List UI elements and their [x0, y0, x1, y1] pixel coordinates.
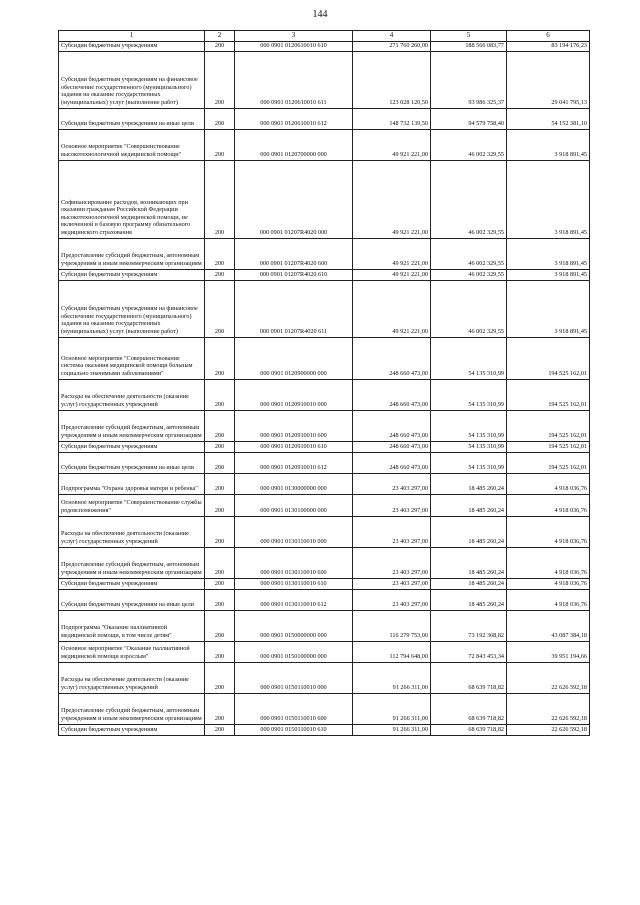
- row-code: 200: [205, 547, 235, 578]
- table-row: [59, 410, 590, 441]
- row-value-col4: 49 921 221,00: [353, 160, 431, 238]
- row-code: 200: [205, 662, 235, 693]
- table-row: [59, 269, 590, 280]
- row-value-col5: 18 485 260,24: [431, 494, 507, 516]
- row-value-col6: 3 918 891,45: [507, 160, 590, 238]
- row-kbk-code: 000 0901 0120610010 612: [235, 108, 353, 129]
- row-value-col6: 3 918 891,45: [507, 129, 590, 160]
- row-value-col6: 22 626 592,18: [507, 724, 590, 735]
- row-value-col6: 83 194 176,23: [507, 41, 590, 51]
- table-row: [59, 589, 590, 610]
- row-code: 200: [205, 41, 235, 51]
- row-value-col5: 18 485 260,24: [431, 473, 507, 494]
- row-code: 200: [205, 473, 235, 494]
- row-value-col4: 271 760 260,00: [353, 41, 431, 51]
- row-value-col4: 248 660 473,00: [353, 337, 431, 379]
- row-value-col4: 23 403 297,00: [353, 578, 431, 589]
- table-row: [59, 452, 590, 473]
- row-value-col4: 248 660 473,00: [353, 410, 431, 441]
- page-number: 144: [312, 9, 328, 20]
- row-value-col5: 68 639 718,82: [431, 662, 507, 693]
- row-name: Предоставление субсидий бюджетным, автономным учреждениям и иным некоммерческим организациям: [59, 410, 205, 441]
- column-header: 6: [507, 31, 590, 42]
- row-value-col6: 194 525 162,01: [507, 379, 590, 410]
- row-value-col6: 194 525 162,01: [507, 410, 590, 441]
- row-value-col5: 188 566 083,77: [431, 41, 507, 51]
- row-value-col4: 123 028 120,50: [353, 51, 431, 108]
- row-value-col6: 39 951 194,66: [507, 641, 590, 662]
- row-code: 200: [205, 641, 235, 662]
- row-value-col4: 23 403 297,00: [353, 473, 431, 494]
- row-name: Расходы на обеспечение деятельности (оказание услуг) государственных учреждений: [59, 516, 205, 547]
- row-value-col6: 4 918 036,76: [507, 547, 590, 578]
- row-kbk-code: 000 0901 0130110010 000: [235, 516, 353, 547]
- row-value-col4: 49 921 221,00: [353, 129, 431, 160]
- row-name: Субсидии бюджетным учреждениям на иные цели: [59, 452, 205, 473]
- table-row: [59, 441, 590, 452]
- row-code: 200: [205, 51, 235, 108]
- table-row: [59, 547, 590, 578]
- row-code: 200: [205, 129, 235, 160]
- row-value-col4: 91 266 311,00: [353, 662, 431, 693]
- row-kbk-code: 000 0901 0130110010 610: [235, 578, 353, 589]
- row-code: 200: [205, 337, 235, 379]
- row-kbk-code: 000 0901 01207R4020 610: [235, 269, 353, 280]
- row-code: 200: [205, 610, 235, 641]
- table-row: [59, 51, 590, 108]
- row-value-col5: 93 986 325,37: [431, 51, 507, 108]
- column-header: 5: [431, 31, 507, 42]
- row-kbk-code: 000 0901 0130110010 600: [235, 547, 353, 578]
- table-row: [59, 337, 590, 379]
- row-value-col6: 194 525 162,01: [507, 337, 590, 379]
- row-value-col5: 54 135 310,99: [431, 441, 507, 452]
- row-value-col4: 91 266 311,00: [353, 693, 431, 724]
- row-name: Субсидии бюджетным учреждениям на иные цели: [59, 589, 205, 610]
- row-code: 200: [205, 108, 235, 129]
- table-row: [59, 610, 590, 641]
- row-kbk-code: 000 0901 0150100000 000: [235, 641, 353, 662]
- column-header: 4: [353, 31, 431, 42]
- row-value-col6: 29 041 795,13: [507, 51, 590, 108]
- table-row: [59, 280, 590, 337]
- row-kbk-code: 000 0901 0120910010 610: [235, 441, 353, 452]
- row-value-col4: 248 660 473,00: [353, 452, 431, 473]
- budget-table: [58, 30, 590, 736]
- row-value-col5: 46 002 329,55: [431, 129, 507, 160]
- column-header: 1: [59, 31, 205, 42]
- row-value-col6: 4 918 036,76: [507, 473, 590, 494]
- row-value-col4: 49 921 221,00: [353, 238, 431, 269]
- row-value-col4: 148 732 139,50: [353, 108, 431, 129]
- table-row: [59, 724, 590, 735]
- row-value-col5: 54 135 310,99: [431, 337, 507, 379]
- row-value-col4: 248 660 473,00: [353, 379, 431, 410]
- row-name: Субсидии бюджетным учреждениям: [59, 269, 205, 280]
- row-code: 200: [205, 238, 235, 269]
- row-value-col6: 43 087 384,18: [507, 610, 590, 641]
- row-code: 200: [205, 494, 235, 516]
- row-code: 200: [205, 516, 235, 547]
- row-code: 200: [205, 280, 235, 337]
- row-value-col5: 46 002 329,55: [431, 238, 507, 269]
- row-code: 200: [205, 589, 235, 610]
- row-name: Предоставление субсидий бюджетным, автономным учреждениям и иным некоммерческим организациям: [59, 547, 205, 578]
- row-kbk-code: 000 0901 0130100000 000: [235, 494, 353, 516]
- row-kbk-code: 000 0901 0120610010 611: [235, 51, 353, 108]
- table-row: [59, 641, 590, 662]
- row-value-col4: 23 403 297,00: [353, 547, 431, 578]
- row-name: Основное мероприятие "Совершенствование высокотехнологичной медицинской помощи": [59, 129, 205, 160]
- row-value-col4: 23 403 297,00: [353, 516, 431, 547]
- table-row: [59, 494, 590, 516]
- row-name: Основное мероприятие "Совершенствование системы оказания медицинской помощи больным социально значимыми заболеваниями": [59, 337, 205, 379]
- row-code: 200: [205, 693, 235, 724]
- row-kbk-code: 000 0901 01207R4020 600: [235, 238, 353, 269]
- row-name: Основное мероприятие "Совершенствование службы родовспоможения": [59, 494, 205, 516]
- row-code: 200: [205, 724, 235, 735]
- row-name: Субсидии бюджетным учреждениям на финансовое обеспечение государственного (муниципального) задания на оказание государственных (муниципальных) услуг (выполнение работ): [59, 280, 205, 337]
- row-name: Субсидии бюджетным учреждениям на финансовое обеспечение государственного (муниципального) задания на оказание государственных (муниципальных) услуг (выполнение работ): [59, 51, 205, 108]
- table-row: [59, 108, 590, 129]
- row-value-col6: 22 626 592,18: [507, 693, 590, 724]
- row-kbk-code: 000 0901 0120700000 000: [235, 129, 353, 160]
- row-name: Предоставление субсидий бюджетным, автономным учреждениям и иным некоммерческим организациям: [59, 693, 205, 724]
- row-kbk-code: 000 0901 0120910010 612: [235, 452, 353, 473]
- row-value-col5: 68 639 718,82: [431, 693, 507, 724]
- row-value-col6: 54 152 381,10: [507, 108, 590, 129]
- table-row: [59, 662, 590, 693]
- row-value-col5: 73 192 368,82: [431, 610, 507, 641]
- row-name: Расходы на обеспечение деятельности (оказание услуг) государственных учреждений: [59, 379, 205, 410]
- row-value-col5: 72 843 453,34: [431, 641, 507, 662]
- table-row: [59, 379, 590, 410]
- row-value-col6: 194 525 162,01: [507, 441, 590, 452]
- row-value-col5: 46 002 329,55: [431, 160, 507, 238]
- table-row: [59, 160, 590, 238]
- row-value-col4: 49 921 221,00: [353, 269, 431, 280]
- row-name: Субсидии бюджетным учреждениям: [59, 41, 205, 51]
- row-value-col4: 23 403 297,00: [353, 494, 431, 516]
- row-value-col5: 46 002 329,55: [431, 280, 507, 337]
- row-value-col6: 4 918 036,76: [507, 589, 590, 610]
- row-kbk-code: 000 0901 01207R4020 611: [235, 280, 353, 337]
- row-name: Софинансирование расходов, возникающих при оказании гражданам Российской Федерации высокотехнологичной медицинской помощи, не включенной в базовую программу обязательного медицинского страхования: [59, 160, 205, 238]
- row-kbk-code: 000 0901 0120910010 000: [235, 379, 353, 410]
- row-kbk-code: 000 0901 0130110010 612: [235, 589, 353, 610]
- row-value-col6: 3 918 891,45: [507, 238, 590, 269]
- row-kbk-code: 000 0901 0130000000 000: [235, 473, 353, 494]
- row-value-col6: 3 918 891,45: [507, 280, 590, 337]
- row-code: 200: [205, 269, 235, 280]
- row-value-col5: 94 579 758,40: [431, 108, 507, 129]
- row-code: 200: [205, 452, 235, 473]
- row-code: 200: [205, 410, 235, 441]
- row-kbk-code: 000 0901 0150110010 600: [235, 693, 353, 724]
- row-value-col5: 54 135 310,99: [431, 379, 507, 410]
- row-code: 200: [205, 441, 235, 452]
- row-kbk-code: 000 0901 0120900000 000: [235, 337, 353, 379]
- row-code: 200: [205, 578, 235, 589]
- row-value-col6: 4 918 036,76: [507, 578, 590, 589]
- row-value-col4: 91 266 311,00: [353, 724, 431, 735]
- row-value-col4: 248 660 473,00: [353, 441, 431, 452]
- row-name: Субсидии бюджетным учреждениям: [59, 724, 205, 735]
- row-code: 200: [205, 160, 235, 238]
- row-kbk-code: 000 0901 0150000000 000: [235, 610, 353, 641]
- row-value-col5: 68 639 718,82: [431, 724, 507, 735]
- row-value-col4: 49 921 221,00: [353, 280, 431, 337]
- row-value-col5: 18 485 260,24: [431, 589, 507, 610]
- row-name: Субсидии бюджетным учреждениям: [59, 578, 205, 589]
- row-kbk-code: 000 0901 0150110010 000: [235, 662, 353, 693]
- row-value-col6: 4 918 036,76: [507, 494, 590, 516]
- row-name: Субсидии бюджетным учреждениям: [59, 441, 205, 452]
- table-row: [59, 238, 590, 269]
- row-name: Расходы на обеспечение деятельности (оказание услуг) государственных учреждений: [59, 662, 205, 693]
- row-value-col4: 116 279 753,00: [353, 610, 431, 641]
- row-name: Основное мероприятие "Оказание паллиативной медицинской помощи взрослым": [59, 641, 205, 662]
- column-header: 3: [235, 31, 353, 42]
- row-value-col6: 22 626 592,18: [507, 662, 590, 693]
- row-value-col4: 112 794 648,00: [353, 641, 431, 662]
- row-value-col6: 3 918 891,45: [507, 269, 590, 280]
- row-name: Подпрограмма "Оказание паллиативной медицинской помощи, в том числе детям": [59, 610, 205, 641]
- row-value-col5: 18 485 260,24: [431, 547, 507, 578]
- table-row: [59, 693, 590, 724]
- row-value-col5: 18 485 260,24: [431, 578, 507, 589]
- table-row: [59, 578, 590, 589]
- row-value-col6: 4 918 036,76: [507, 516, 590, 547]
- row-value-col4: 23 403 297,00: [353, 589, 431, 610]
- column-header: 2: [205, 31, 235, 42]
- row-code: 200: [205, 379, 235, 410]
- row-kbk-code: 000 0901 0150110010 610: [235, 724, 353, 735]
- table-row: [59, 41, 590, 51]
- row-value-col5: 18 485 260,24: [431, 516, 507, 547]
- row-kbk-code: 000 0901 01207R4020 000: [235, 160, 353, 238]
- table-header-row: [59, 31, 590, 42]
- row-kbk-code: 000 0901 0120610010 610: [235, 41, 353, 51]
- row-name: Предоставление субсидий бюджетным, автономным учреждениям и иным некоммерческим организациям: [59, 238, 205, 269]
- row-value-col6: 194 525 162,01: [507, 452, 590, 473]
- row-name: Подпрограмма "Охрана здоровья матери и ребенка": [59, 473, 205, 494]
- table-row: [59, 129, 590, 160]
- row-value-col5: 46 002 329,55: [431, 269, 507, 280]
- row-name: Субсидии бюджетным учреждениям на иные цели: [59, 108, 205, 129]
- table-row: [59, 473, 590, 494]
- row-value-col5: 54 135 310,99: [431, 410, 507, 441]
- row-kbk-code: 000 0901 0120910010 600: [235, 410, 353, 441]
- row-value-col5: 54 135 310,99: [431, 452, 507, 473]
- table-row: [59, 516, 590, 547]
